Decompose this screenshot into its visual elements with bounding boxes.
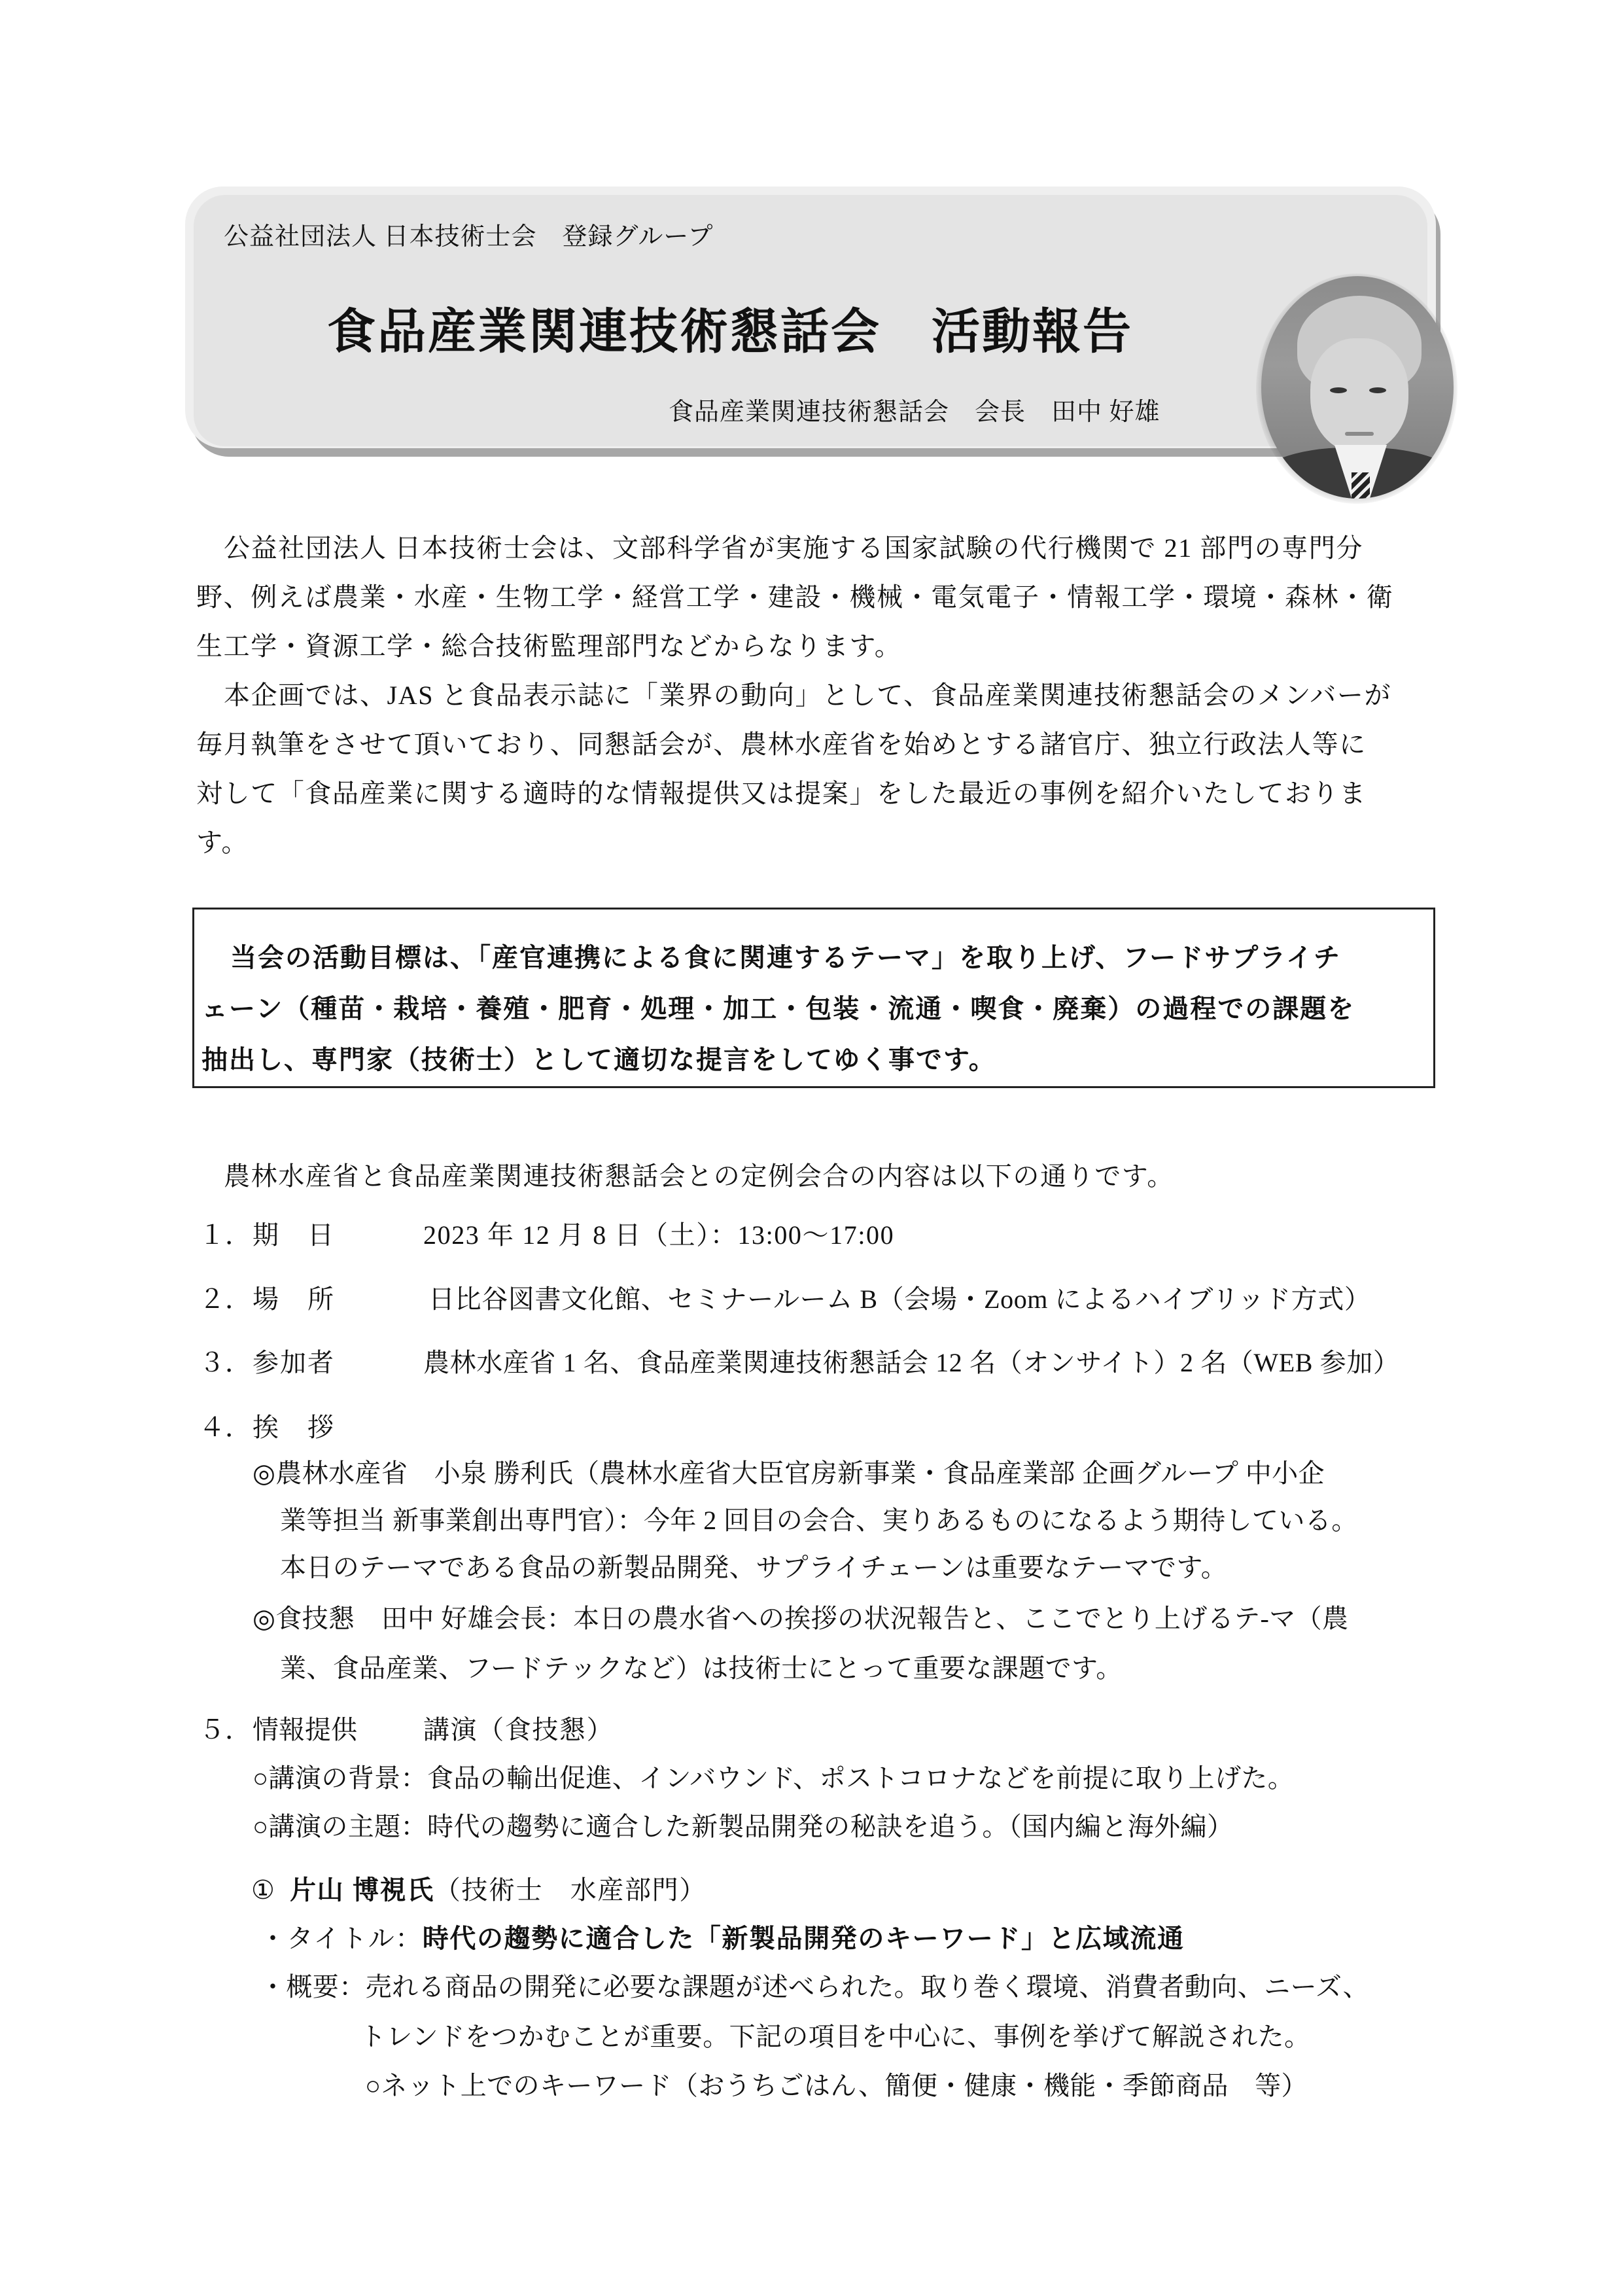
portrait-photo <box>1261 276 1454 499</box>
item-value: 2023 年 12 月 8 日（土）：13:00～17:00 <box>423 1220 895 1250</box>
lecture-summary-text: 売れる商品の開発に必要な課題が述べられた。取り巻く環境、消費者動向、ニーズ、 <box>365 1972 1370 2002</box>
item-value: 講演（食技懇） <box>423 1715 614 1744</box>
item-number: ３． <box>199 1349 251 1377</box>
greeting-maff-line3: 本日のテーマである食品の新製品開発、サプライチェーンは重要なテーマです。 <box>280 1553 1227 1582</box>
lecture-background: ○講演の背景：食品の輸出促進、インバウンド、ポストコロナなどを前提に取り上げた。 <box>253 1763 1295 1793</box>
lecture-theme: ○講演の主題：時代の趨勢に適合した新製品開発の秘訣を追う。（国内編と海外編） <box>253 1812 1234 1841</box>
page-title: 食品産業関連技術懇話会 活動報告 <box>327 304 1133 359</box>
item-label: 参加者 <box>253 1349 335 1377</box>
item-number: ４． <box>199 1413 251 1442</box>
lecture-summary-line2: トレンドをつかむことが重要。下記の項目を中心に、事例を挙げて解説された。 <box>360 2022 1311 2051</box>
item-label: 期 日 <box>253 1221 335 1250</box>
goal-line1: 当会の活動目標は、「産官連携による食に関連するテーマ」を取り上げ、フードサプライチ <box>230 944 1341 972</box>
item-number: ２． <box>199 1285 251 1314</box>
goal-line2: ェーン（種苗・栽培・養殖・肥育・処理・加工・包装・流通・喫食・廃棄）の過程での課題を <box>201 995 1355 1023</box>
lecture-title-label: ・タイトル： <box>260 1924 423 1953</box>
speaker-line <box>251 1869 707 1907</box>
item-label: 情報提供 <box>253 1716 357 1744</box>
item-number: １． <box>199 1221 251 1250</box>
intro-p2-line3: 対して「食品産業に関する適時的な情報提供又は提案」をした最近の事例を紹介いたしておりま <box>196 779 1367 808</box>
intro-p2-line2: 毎月執筆をさせて頂いており、同懇話会が、農林水産省を始めとする諸官庁、独立行政法人等に <box>196 730 1367 759</box>
intro-p1-line2: 野、例えば農業・水産・生物工学・経営工学・建設・機械・電気電子・情報工学・環境・森林・衛 <box>196 582 1394 612</box>
greeting-maff-line2: 業等担当 新事業創出専門官）：今年 2 回目の会合、実りあるものになるよう期待している。 <box>280 1506 1358 1535</box>
meeting-lead: 農林水産省と食品産業関連技術懇話会との定例会合の内容は以下の通りです。 <box>224 1161 1174 1191</box>
goal-line3: 抽出し、専門家（技術士）として適切な提言をしてゆく事です。 <box>201 1046 996 1074</box>
portrait-tie <box>1352 472 1370 499</box>
item-label: 挨 拶 <box>253 1413 335 1442</box>
greeting-chair-line2: 業、食品産業、フードテックなど）は技術士にとって重要な課題です。 <box>280 1653 1123 1683</box>
lecture-title-line <box>260 1918 1185 1955</box>
organization-label: 公益社団法人 日本技術士会 登録グループ <box>224 223 714 251</box>
speaker-number: ① <box>251 1875 276 1905</box>
author-byline: 食品産業関連技術懇話会 会長 田中 好雄 <box>669 398 1161 426</box>
lecture-title: 時代の趨勢に適合した「新製品開発のキーワード」と広域流通 <box>422 1924 1185 1953</box>
portrait-eye <box>1369 387 1386 393</box>
item-value: 日比谷図書文化館、セミナールーム B（会場・Zoom によるハイブリッド方式） <box>428 1284 1371 1314</box>
greeting-maff-line1: ◎農林水産省 小泉 勝利氏（農林水産省大臣官房新事業・食品産業部 企画グループ 中小企 <box>253 1458 1325 1488</box>
speaker-name: 片山 博視氏 <box>290 1876 434 1905</box>
item-label: 場 所 <box>253 1285 335 1314</box>
item-value: 農林水産省 1 名、食品産業関連技術懇話会 12 名（オンサイト）2 名（WEB 参加） <box>423 1348 1400 1377</box>
intro-p2-line4: す。 <box>196 828 249 857</box>
lecture-keywords: ○ネット上でのキーワード（おうちごはん、簡便・健康・機能・季節商品 等） <box>365 2071 1308 2100</box>
speaker-affiliation: （技術士 水産部門） <box>434 1876 707 1905</box>
portrait-eye <box>1330 387 1347 393</box>
greeting-chair-line1: ◎食技懇 田中 好雄会長：本日の農水省への挨拶の状況報告と、ここでとり上げるテ-マ（農 <box>253 1604 1349 1633</box>
portrait-mouth <box>1345 432 1374 436</box>
intro-p1-line3: 生工学・資源工学・総合技術監理部門などからなります。 <box>196 631 902 661</box>
intro-p1-line1: 公益社団法人 日本技術士会は、文部科学省が実施する国家試験の代行機関で 21 部門の専門分 <box>224 533 1363 563</box>
lecture-summary-label: ・概要： <box>260 1972 366 2002</box>
item-number: ５． <box>199 1716 251 1744</box>
lecture-summary-line1 <box>260 1966 1369 2004</box>
intro-p2-line1: 本企画では、JAS と食品表示誌に「業界の動向」として、食品産業関連技術懇話会のメンバーが <box>224 680 1392 710</box>
